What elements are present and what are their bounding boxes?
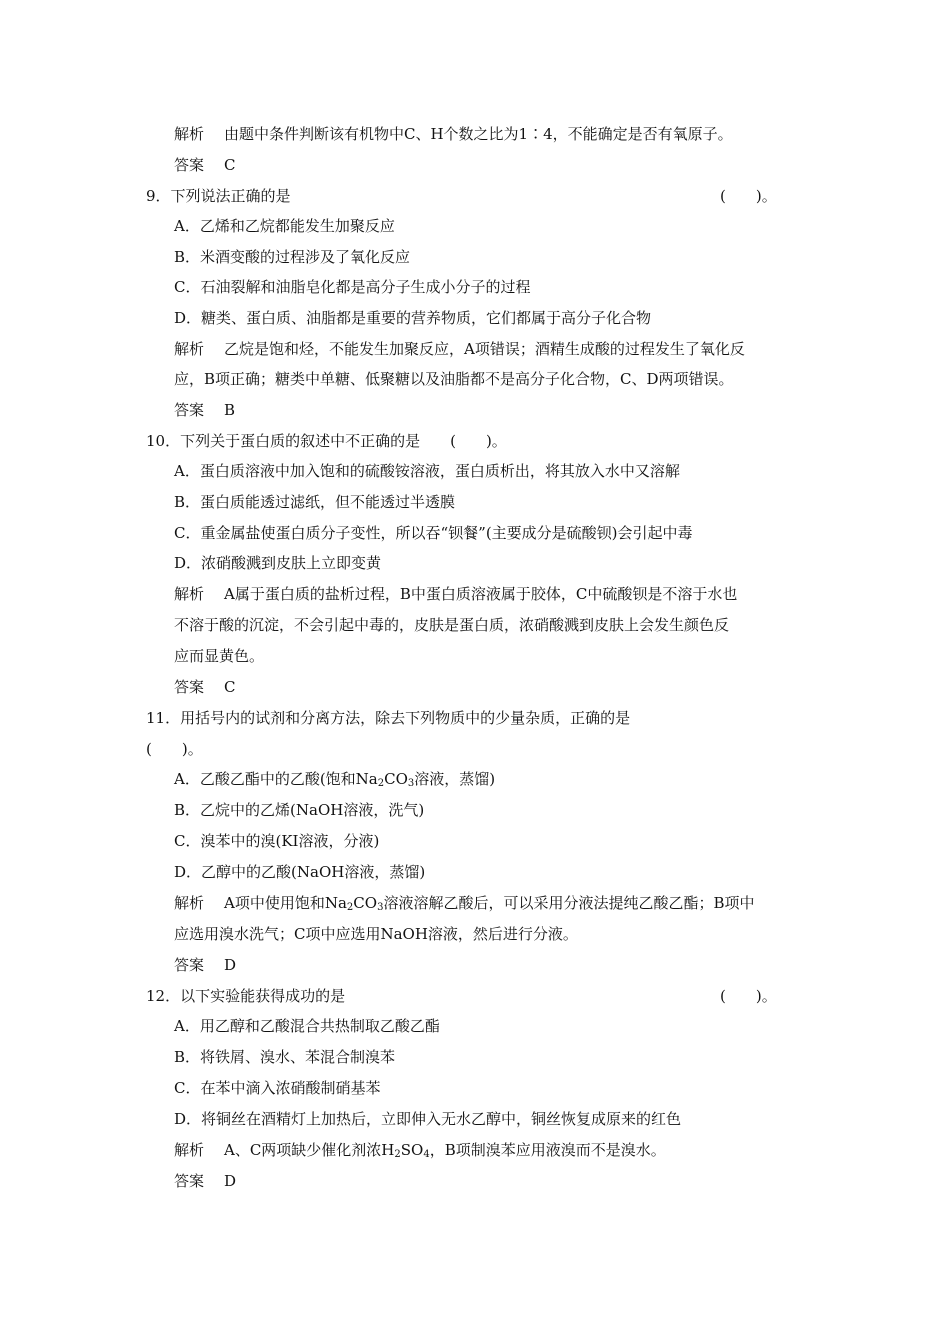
q10-analysis-cont-2: 应而显黄色。 — [174, 647, 265, 665]
subscript: 2 — [377, 778, 385, 789]
subscript: 3 — [377, 902, 384, 913]
q12-option-c: C．在苯中滴入浓硝酸制硝基苯 — [174, 1079, 381, 1097]
answer-value: C — [224, 678, 236, 696]
q9-answer — [174, 400, 235, 420]
q12-option-a: A．用乙醇和乙酸混合共热制取乙酸乙酯 — [174, 1017, 440, 1035]
q8-answer — [174, 155, 235, 175]
q9-option-c: C．石油裂解和油脂皂化都是高分子生成小分子的过程 — [174, 278, 531, 296]
q12-answer — [174, 1171, 236, 1191]
q12-answer-blank: ( )。 — [720, 987, 777, 1005]
q9-option-a: A．乙烯和乙烷都能发生加聚反应 — [174, 217, 395, 235]
q12-stem: 12．以下实验能获得成功的是 — [146, 987, 346, 1005]
analysis-label: 解析 — [174, 125, 205, 143]
q11-answer — [174, 955, 236, 975]
q9-option-b: B．米酒变酸的过程涉及了氧化反应 — [174, 248, 411, 266]
analysis-text: 由题中条件判断该有机物中C、H个数之比为1∶4，不能确定是否有氧原子。 — [224, 125, 733, 143]
subscript: 2 — [346, 902, 354, 913]
q11-option-a — [174, 769, 495, 789]
answer-label: 答案 — [174, 1172, 205, 1190]
analysis-label: 解析 — [174, 894, 205, 912]
q10-analysis — [174, 584, 737, 604]
q9-analysis-cont: 应，B项正确；糖类中单糖、低聚糖以及油脂都不是高分子化合物，C、D两项错误。 — [174, 370, 734, 388]
analysis-text: CO — [353, 894, 378, 912]
q10-analysis-cont-1: 不溶于酸的沉淀，不会引起中毒的，皮肤是蛋白质，浓硝酸溅到皮肤上会发生颜色反 — [174, 616, 730, 634]
q10-option-a: A．蛋白质溶液中加入饱和的硫酸铵溶液，蛋白质析出，将其放入水中又溶解 — [174, 462, 680, 480]
subscript: 4 — [423, 1149, 430, 1160]
q12-option-b: B．将铁屑、溴水、苯混合制溴苯 — [174, 1048, 396, 1066]
q9-answer-blank: ( )。 — [720, 187, 777, 205]
q9-analysis — [174, 339, 745, 359]
option-text: A．乙酸乙酯中的乙酸(饱和Na — [174, 770, 378, 788]
answer-value: C — [224, 156, 236, 174]
q10-option-d: D．浓硝酸溅到皮肤上立即变黄 — [174, 554, 382, 572]
q10-answer — [174, 677, 235, 697]
answer-label: 答案 — [174, 156, 205, 174]
q12-analysis — [174, 1140, 666, 1160]
q11-option-c: C．溴苯中的溴(KI溶液，分液) — [174, 832, 380, 850]
q11-option-b: B．乙烷中的乙烯(NaOH溶液，洗气) — [174, 801, 425, 819]
answer-label: 答案 — [174, 956, 205, 974]
q11-stem: 11．用括号内的试剂和分离方法，除去下列物质中的少量杂质，正确的是 — [146, 709, 631, 727]
answer-value: B — [224, 401, 236, 419]
analysis-text: 乙烷是饱和烃，不能发生加聚反应，A项错误；酒精生成酸的过程发生了氧化反 — [224, 340, 745, 358]
analysis-text: A、C两项缺少催化剂浓H — [224, 1141, 395, 1159]
analysis-label: 解析 — [174, 340, 205, 358]
q11-analysis-cont: 应选用溴水洗气；C项中应选用NaOH溶液，然后进行分液。 — [174, 925, 578, 943]
q10-option-c: C．重金属盐使蛋白质分子变性，所以吞“钡餐”(主要成分是硫酸钡)会引起中毒 — [174, 524, 693, 542]
q10-stem: 10．下列关于蛋白质的叙述中不正确的是 ( )。 — [146, 432, 507, 450]
option-text: CO — [384, 770, 408, 788]
option-text: 溶液，蒸馏) — [414, 770, 496, 788]
q10-option-b: B．蛋白质能透过滤纸，但不能透过半透膜 — [174, 493, 456, 511]
subscript: 3 — [407, 778, 415, 789]
analysis-label: 解析 — [174, 1141, 205, 1159]
q12-option-d: D．将铜丝在酒精灯上加热后，立即伸入无水乙醇中，铜丝恢复成原来的红色 — [174, 1110, 682, 1128]
analysis-label: 解析 — [174, 585, 205, 603]
q11-option-d: D．乙醇中的乙酸(NaOH溶液，蒸馏) — [174, 863, 426, 881]
q11-analysis — [174, 893, 754, 913]
q9-option-d: D．糖类、蛋白质、油脂都是重要的营养物质，它们都属于高分子化合物 — [174, 309, 652, 327]
analysis-text: 溶液溶解乙酸后，可以采用分液法提纯乙酸乙酯；B项中 — [383, 894, 755, 912]
answer-label: 答案 — [174, 678, 205, 696]
analysis-text: A项中使用饱和Na — [224, 894, 347, 912]
answer-label: 答案 — [174, 401, 205, 419]
q9-stem: 9．下列说法正确的是 — [146, 187, 291, 205]
analysis-text: ，B项制溴苯应用液溴而不是溴水。 — [429, 1141, 666, 1159]
answer-value: D — [224, 1172, 237, 1190]
q8-analysis — [174, 124, 733, 144]
q11-answer-blank: ( )。 — [146, 740, 203, 758]
analysis-text: A属于蛋白质的盐析过程，B中蛋白质溶液属于胶体，C中硫酸钡是不溶于水也 — [224, 585, 738, 603]
analysis-text: SO — [400, 1141, 424, 1159]
answer-value: D — [224, 956, 237, 974]
subscript: 2 — [394, 1149, 401, 1160]
